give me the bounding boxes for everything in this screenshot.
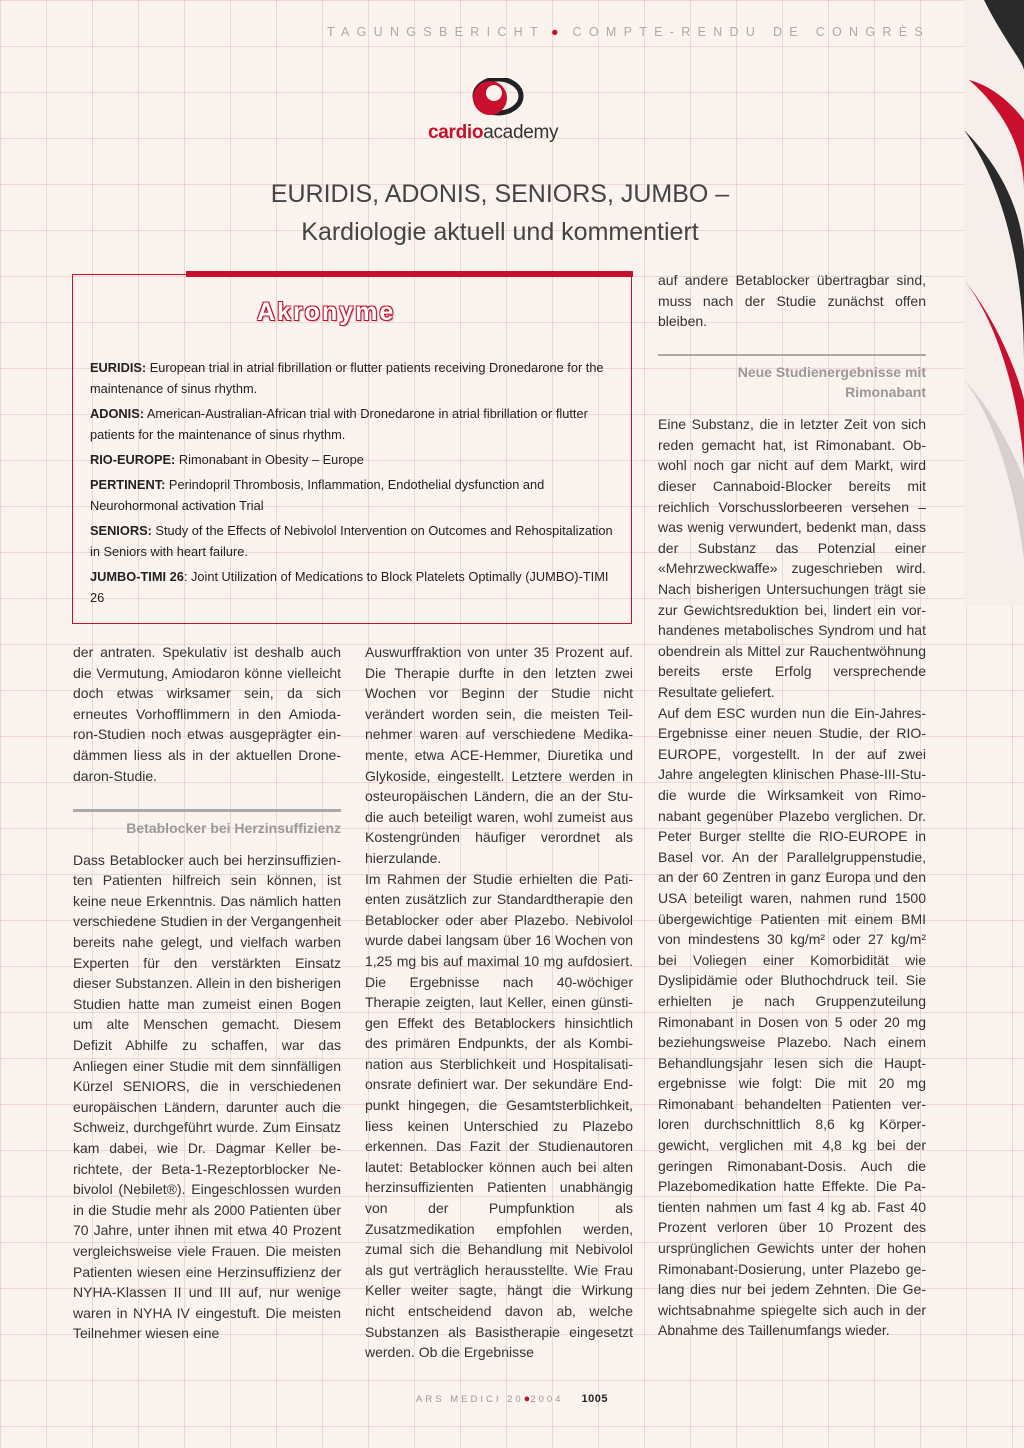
acronym-item <box>90 449 620 470</box>
logo-wordmark <box>428 122 558 144</box>
logo-word-cardio: cardio <box>428 122 484 143</box>
acronym-item <box>90 357 620 399</box>
body-paragraph: Auf dem ESC wurden nun die Ein-Jahres-Ergebnisse einer neuen Studie, der RIO-EUROPE, vorgestellt. In der auf zwei Jahre angelegten klinischen Phase-III-Studie wurde die Wirksamkeit von Rimonabant gegenüber Plazebo verglichen. Dr. Peter Burger stellte die RIO-EUROPE in Basel vor. An der Parallelgruppenstudie, an der 60 Zentren in ganz Europa und den USA beteiligt waren, nahmen rund 1500 übergewichtige Patienten mit einem BMI von mindestens 30 kg/m² oder 27 kg/m² bei Voliegen einer Komorbidität wie Dyslipidämie oder Bluthochdruck teil. Sie erhielten je nach Gruppenzuteilung Rimonabant in Dosen von 5 oder 20 mg beziehungsweise Plazebo. Nach einem Behandlungsjahr lesen sich die Hauptergebnisse wie folgt: Die mit 20 mg Rimonabant behandelten Patienten verloren durchschnittlich 8,6 kg Körpergewicht, verglichen mit 4,8 kg bei der geringen Rimonabant-Dosis. Auch die Plazebomedikation hatte Effekte. Die Patienten nahmen um fast 4 kg ab. Fast 40 Prozent verloren über 10 Prozent des ursprünglichen Gewichts unter der hohen Rimonabant-Dosierung, unter Plazebo gelang dies nur bei jedem Zehnten. Die Gewichtsabnahme spiegelte sich auch in der Abnahme des Taillenumfangs wieder. <box>658 704 926 1339</box>
acronym-definition: : Joint Utilization of Medications to Block Platelets Optimally (JUMBO)-TIMI 26 <box>90 569 609 605</box>
body-paragraph: auf andere Betablocker übertragbar sind, muss nach der Studie zunächst offen bleiben. <box>658 272 926 330</box>
acronym-item <box>90 474 620 516</box>
article-subtitle: Kardiologie aktuell und kommentiert <box>301 218 699 246</box>
body-paragraph: Dass Betablocker auch bei herzinsuffizienten Patienten hilfreich sein können, ist keine neue Erkenntnis. Das nämlich hatten verschiedene Studien in der Vergangenheit bereits nahe gelegt, und vielfach warben Experten für den verstärkten Einsatz dieser Substanzen. Allein in den bisherigen Studien hatte man zumeist einen Bogen um alte Menschen gemacht. Diesem Defizit Abhilfe zu schaffen, war das Anliegen einer Studie mit dem sinnfälligen Kürzel SENIORS, die in verschiedenen europäischen Ländern, darunter auch die Schweiz, durchgeführt wurde. Zum Einsatz kam dabei, wie Dr. Dagmar Keller berichtete, der Beta-1-Rezeptorblocker Nebivolol (Nebilet®). Eingeschlossen wurden in die Studie mehr als 2000 Patienten über 70 Jahre, unter ihnen mit etwa 40 Prozent vergleichsweise viele Frauen. Die meisten Patienten wiesen eine Herzinsuffizienz der NYHA-Klassen II und III auf, nur wenige waren in NYHA IV eingestuft. Die meisten Teilnehmer wiesen eine <box>73 851 341 1342</box>
header-right-text: COMPTE-RENDU DE CONGRÈS <box>572 25 930 39</box>
footer-year: 2004 <box>530 1394 564 1405</box>
footer-journal: ARS MEDICI 20 <box>416 1394 524 1405</box>
acronym-definition: European trial in atrial fibrillation or flutter patients receiving Dronedarone for the maintenance of sinus rhythm. <box>90 360 604 396</box>
acronym-definition: Rimonabant in Obesity – Europe <box>175 452 364 467</box>
acronym-item <box>90 520 620 562</box>
acronyms-heading: Akronyme <box>257 298 396 326</box>
section-rule <box>73 809 341 812</box>
acronym-definition: American-Australian-African trial with Dronedarone in atrial fibrillation or flutter patients for the maintenance of sinus rhythm. <box>90 406 588 442</box>
acronym-term: JUMBO-TIMI 26 <box>90 569 184 584</box>
logo-word-academy: academy <box>483 122 559 143</box>
body-paragraph: der antraten. Spekulativ ist deshalb auch die Vermutung, Amiodaron könne vielleicht doch etwas wirksamer sein, da sich erneutes Vorhofflimmern in den Amiodaron-Studien noch etwas ausgeprägter eindämmen liess als in der aktuellen Dronedaron-Studie. <box>73 644 341 784</box>
text-column-1 <box>73 642 341 1344</box>
body-paragraph: Eine Substanz, die in letzter Zeit von sich reden gemacht hat, ist Rimonabant. Obwohl noch gar nicht auf dem Markt, wird dieser Cannaboid-Blocker bereits mit reichlich Vorschusslorbeeren versehen – was wenig verwundert, bedenkt man, dass der Substanz das Potenzial einer «Mehrzweckwaffe» zugeschrieben wird. Nach bisherigen Untersuchungen trägt sie zur Gewichtsreduktion bei, lindert ein vorhandenes metabolisches Syndrom und hat obendrein als Mittel zur Rauchentwöhnung bereits erste Erfolg versprechende Resultate geliefert. <box>658 416 926 700</box>
acronym-term: EURIDIS: <box>90 360 147 375</box>
acronym-item <box>90 403 620 445</box>
acronym-term: SENIORS: <box>90 523 152 538</box>
acronyms-box <box>72 274 632 624</box>
section-rule <box>658 354 926 357</box>
acronym-item <box>90 566 620 608</box>
text-column-2 <box>365 642 633 1363</box>
article-title: EURIDIS, ADONIS, SENIORS, JUMBO – <box>270 180 730 208</box>
bullet-icon: ● <box>550 25 559 39</box>
bullet-icon: ● <box>523 1393 531 1405</box>
acronym-term: RIO-EUROPE: <box>90 452 176 467</box>
body-paragraph: Im Rahmen der Studie erhielten die Patienten zusätzlich zur Standardtherapie den Betablocker oder aber Plazebo. Nebivolol wurde dabei langsam über 16 Wochen von 1,25 mg bis auf maximal 10 mg aufdosiert. Die Ergebnisse nach 40-wöchiger Therapie zeigten, laut Keller, einen günstigen Effekt des Betablockers hinsichtlich des primären Endpunkts, der als Kombination aus Sterblichkeit und Hospitalisationsrate definiert war. Der sekundäre Endpunkt hingegen, die Gesamtsterblichkeit, liess keinen Unterschied zu Plazebo erkennen. Das Fazit der Studienautoren lautet: Betablocker können auch bei alten herzinsuffizienten Patienten unabhängig von der Pumpfunktion als Zusatzmedikation empfohlen werden, zumal sich die Behandlung mit Nebivolol als gut verträglich herausstellte. Wie Frau Keller weiter sagte, hängt die Wirkung nicht entscheidend davon ab, welche Substanzen als Basistherapie eingesetzt werden. Ob die Ergebnisse <box>365 870 633 1361</box>
acronyms-list <box>90 357 620 612</box>
acronym-term: PERTINENT: <box>90 477 166 492</box>
header-left-text: TAGUNGSBERICHT <box>326 25 545 39</box>
acronym-term: ADONIS: <box>90 406 145 421</box>
page-number: 1005 <box>581 1393 608 1405</box>
section-heading-rimonabant: Neue Studienergebnisse mit Rimonabant <box>737 364 926 401</box>
acronym-definition: Study of the Effects of Nebivolol Intervention on Outcomes and Rehospitalization in Seniors with heart failure. <box>90 523 613 559</box>
running-header <box>0 25 930 39</box>
acronym-definition: Perindopril Thrombosis, Inflammation, Endothelial dysfunction and Neurohormonal activation Trial <box>90 477 545 513</box>
page-footer <box>0 1393 1024 1405</box>
section-heading-betablocker: Betablocker bei Herzinsuffizienz <box>126 819 341 836</box>
text-column-3 <box>658 270 926 1341</box>
decorative-swirl-image <box>964 0 1024 605</box>
body-paragraph: Auswurffraktion von unter 35 Prozent auf. Die Therapie durfte in den letzten zwei Wochen vor Beginn der Studie nicht verändert worden sein, die meisten Teilnehmer waren auf verschiedene Medikamente, etwa ACE-Hemmer, Diuretika und Glykoside, eingestellt. Letztere werden in osteuropäischen Ländern, die an der Studie auch beteiligt waren, wohl zumeist aus Kostengründen häufiger verordnet als hierzulande. <box>365 644 633 866</box>
